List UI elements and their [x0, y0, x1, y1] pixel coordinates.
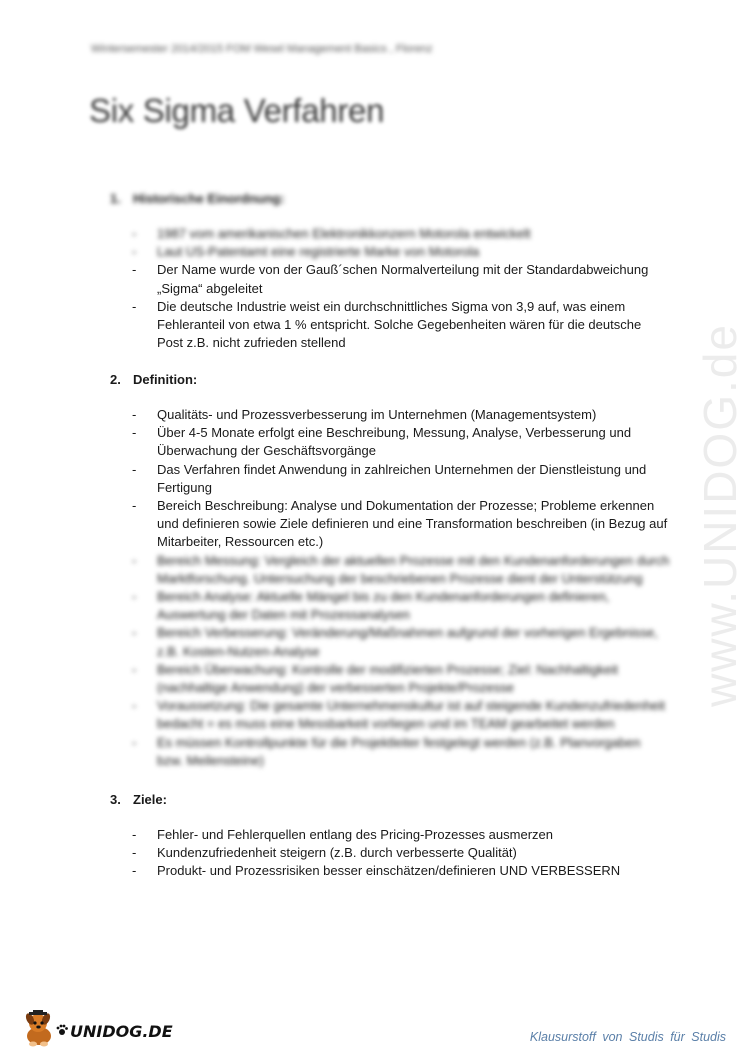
- paw-icon: [56, 1023, 68, 1041]
- section-ziele: [110, 791, 670, 881]
- watermark: [690, 280, 750, 750]
- section-number: 2.: [110, 372, 121, 387]
- list-item: - Das Verfahren findet Anwendung in zahlreichen Unternehmen der Dienstleistung und Fertigung: [132, 461, 647, 495]
- section-heading: [110, 791, 670, 809]
- list-item: - Bereich Verbesserung: Veränderung/Maßnahmen aufgrund der vorherigen Ergebnisse, z.B. Kosten-Nutzen-Analyse: [132, 625, 658, 659]
- list-item: - Qualitäts- und Prozessverbesserung im Unternehmen (Managementsystem): [132, 407, 597, 422]
- unidog-logo: [22, 1010, 173, 1053]
- section-heading-text: Ziele:: [133, 792, 167, 807]
- page-header-line: Wintersemester 2014/2015 FOM Wesel Management Basics , Florenz: [91, 43, 433, 55]
- section-definition: [110, 371, 670, 770]
- list-item: - Produkt- und Prozessrisiken besser einschätzen/definieren UND VERBESSERN: [132, 863, 621, 879]
- section-historische-einordnung: [110, 190, 670, 352]
- list-item: - Der Name wurde von der Gauß´schen Normalverteilung mit der Standardabweichung „Sigma“ abgeleitet: [132, 262, 649, 296]
- list-item: - Voraussetzung: Die gesamte Unternehmenskultur ist auf steigende Kundenzufriedenheit bedacht = es muss eine Messbarkeit vorliegen und im TEAM gearbeitet werden: [132, 698, 666, 732]
- section-heading-text: Definition:: [133, 372, 198, 387]
- list-item: - Bereich Analyse: Aktuelle Mängel bis zu den Kundenanforderungen definieren, Auswertung der Daten mit Prozessanalysen: [132, 589, 610, 623]
- list-item: - Es müssen Kontrollpunkte für die Projektleiter festgelegt werden (z.B. Planvorgaben bzw. Meilensteine): [132, 734, 641, 768]
- section-heading: [110, 371, 670, 389]
- logo-text: UNIDOG.DE: [70, 1022, 173, 1041]
- section-heading: [110, 190, 670, 208]
- list-item: - Laut US-Patentamt eine registrierte Marke von Motorola: [132, 244, 480, 260]
- list-item: - Bereich Überwachung: Kontrolle der modifizierten Prozesse; Ziel: Nachhaltigkeit (nachhaltige Anwendung) der verbesserten Projekte/Prozesse: [132, 661, 618, 696]
- section-heading-text: Historische Einordnung:: [133, 191, 285, 206]
- list-item: - Fehler- und Fehlerquellen entlang des Pricing-Prozesses ausmerzen: [132, 827, 553, 842]
- list-item: - Über 4-5 Monate erfolgt eine Beschreibung, Messung, Analyse, Verbesserung und Überwachung der Geschäftsvorgänge: [132, 425, 632, 459]
- list-item: - Bereich Messung: Vergleich der aktuellen Prozesse mit den Kundenanforderungen durch Marktforschung. Untersuchung der beschriebenen Prozesse dient der Unterstützung: [132, 552, 670, 586]
- list-item: - Kundenzufriedenheit steigern (z.B. durch verbesserte Qualität): [132, 845, 517, 861]
- list-item: - 1987 vom amerikanischen Elektronikkonzern Motorola entwickelt: [132, 226, 531, 241]
- list-item: - Bereich Beschreibung: Analyse und Dokumentation der Prozesse; Probleme erkennen und definieren sowie Ziele definieren und eine Transformation beschreiben (in Bezug auf Mitarbeiter, Ressourcen etc.): [132, 498, 668, 550]
- section-number: 3.: [110, 792, 121, 807]
- page-title: Six Sigma Verfahren: [89, 92, 385, 129]
- section-number: 1.: [110, 191, 121, 206]
- footer-slogan: Klausurstoff von Studis für Studis: [529, 1030, 726, 1044]
- dog-icon: [22, 1010, 56, 1053]
- watermark-text: www.UNIDOG.de: [694, 323, 747, 707]
- list-item: - Die deutsche Industrie weist ein durchschnittliches Sigma von 3,9 auf, was einem Fehleranteil von etwa 1 % entspricht. Solche Gegebenheiten wären für die deutsche Post z.B. nicht zufrieden stellend: [132, 298, 642, 351]
